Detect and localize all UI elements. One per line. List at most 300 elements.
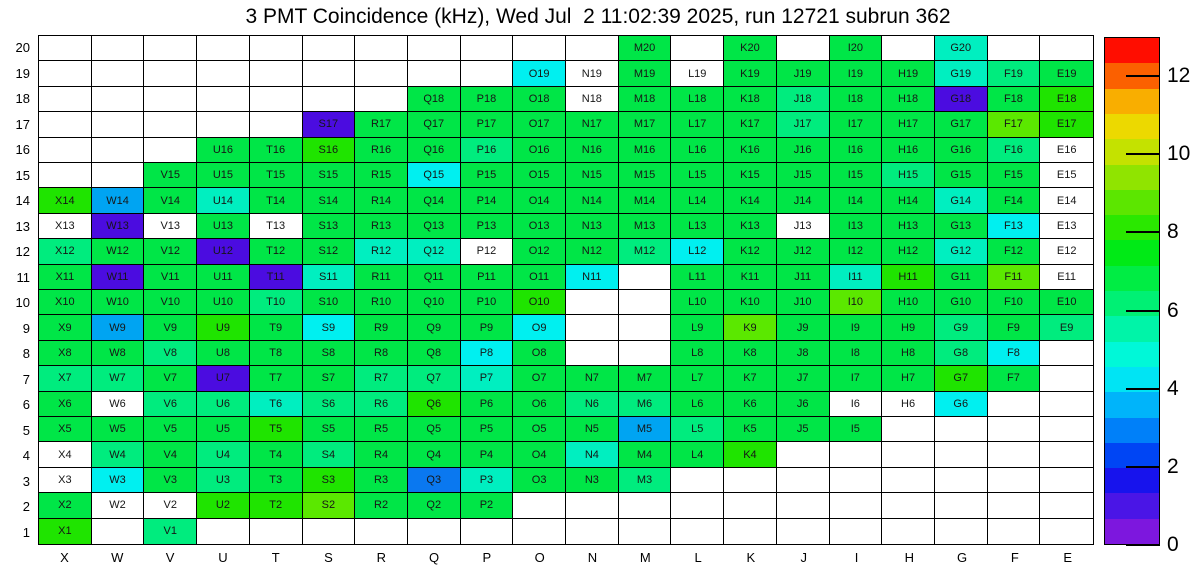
- cell-N4: N4: [566, 442, 619, 467]
- cell-K7: K7: [724, 366, 777, 391]
- x-axis-label-S: S: [324, 550, 333, 565]
- cell-U15: U15: [197, 163, 250, 188]
- cell-M18: M18: [619, 87, 672, 112]
- cell-X3: X3: [39, 468, 92, 493]
- x-axis-label-R: R: [376, 550, 386, 565]
- colorbar-tick-0: [1126, 544, 1160, 546]
- cell-V10: V10: [144, 290, 197, 315]
- cell-G2: [935, 493, 988, 518]
- cell-N13: N13: [566, 214, 619, 239]
- cell-L19: L19: [671, 61, 724, 86]
- cell-I18: I18: [830, 87, 883, 112]
- y-axis-label-12: 12: [15, 244, 30, 260]
- cell-P13: P13: [461, 214, 514, 239]
- cell-J5: J5: [777, 417, 830, 442]
- cell-K9: K9: [724, 315, 777, 340]
- x-axis-label-I: I: [854, 550, 859, 565]
- cell-J14: J14: [777, 188, 830, 213]
- cell-H13: H13: [882, 214, 935, 239]
- cell-V5: V5: [144, 417, 197, 442]
- cell-J9: J9: [777, 315, 830, 340]
- cell-E2: [1040, 493, 1093, 518]
- cell-V2: V2: [144, 493, 197, 518]
- cell-I20: I20: [830, 36, 883, 61]
- cell-E1: [1040, 519, 1093, 544]
- cell-K19: K19: [724, 61, 777, 86]
- cell-G9: G9: [935, 315, 988, 340]
- cell-J2: [777, 493, 830, 518]
- cell-F9: F9: [988, 315, 1041, 340]
- colorbar-band-2: [1105, 468, 1159, 493]
- cell-X18: [39, 87, 92, 112]
- cell-X2: X2: [39, 493, 92, 518]
- cell-X14: X14: [39, 188, 92, 213]
- y-axis-label-15: 15: [15, 167, 30, 183]
- cell-U9: U9: [197, 315, 250, 340]
- colorbar-band-12: [1105, 215, 1159, 240]
- y-axis-label-17: 17: [15, 116, 30, 132]
- cell-T17: [250, 112, 303, 137]
- x-axis-label-F: F: [1010, 550, 1019, 565]
- colorbar-band-15: [1105, 139, 1159, 164]
- cell-L17: L17: [671, 112, 724, 137]
- cell-N17: N17: [566, 112, 619, 137]
- cell-W3: W3: [92, 468, 145, 493]
- x-axis-label-L: L: [694, 550, 702, 565]
- cell-O10: O10: [513, 290, 566, 315]
- cell-L5: L5: [671, 417, 724, 442]
- x-axis-label-P: P: [482, 550, 492, 565]
- cell-R17: R17: [355, 112, 408, 137]
- cell-O5: O5: [513, 417, 566, 442]
- cell-H11: H11: [882, 265, 935, 290]
- cell-K1: [724, 519, 777, 544]
- cell-S7: S7: [303, 366, 356, 391]
- cell-T11: T11: [250, 265, 303, 290]
- cell-W5: W5: [92, 417, 145, 442]
- cell-E5: [1040, 417, 1093, 442]
- cell-I17: I17: [830, 112, 883, 137]
- y-axis-label-8: 8: [22, 346, 30, 362]
- cell-Q15: Q15: [408, 163, 461, 188]
- cell-X16: [39, 138, 92, 163]
- cell-N19: N19: [566, 61, 619, 86]
- cell-P12: P12: [461, 239, 514, 264]
- colorbar-band-16: [1105, 114, 1159, 139]
- cell-R3: R3: [355, 468, 408, 493]
- cell-P16: P16: [461, 138, 514, 163]
- cell-M11: [619, 265, 672, 290]
- cell-F7: F7: [988, 366, 1041, 391]
- cell-U4: U4: [197, 442, 250, 467]
- cell-U2: U2: [197, 493, 250, 518]
- cell-L18: L18: [671, 87, 724, 112]
- cell-S18: [303, 87, 356, 112]
- cell-G6: G6: [935, 392, 988, 417]
- cell-N20: [566, 36, 619, 61]
- cell-X6: X6: [39, 392, 92, 417]
- cell-L16: L16: [671, 138, 724, 163]
- cell-K15: K15: [724, 163, 777, 188]
- cell-J4: [777, 442, 830, 467]
- cell-L2: [671, 493, 724, 518]
- cell-P5: P5: [461, 417, 514, 442]
- cell-F12: F12: [988, 239, 1041, 264]
- cell-U1: [197, 519, 250, 544]
- colorbar-tick-10: [1126, 153, 1160, 155]
- cell-S20: [303, 36, 356, 61]
- cell-Q18: Q18: [408, 87, 461, 112]
- cell-R7: R7: [355, 366, 408, 391]
- cell-R9: R9: [355, 315, 408, 340]
- colorbar-tick-4: [1126, 388, 1160, 390]
- cell-T7: T7: [250, 366, 303, 391]
- cell-N8: [566, 341, 619, 366]
- cell-O7: O7: [513, 366, 566, 391]
- cell-S4: S4: [303, 442, 356, 467]
- cell-N9: [566, 315, 619, 340]
- cell-U6: U6: [197, 392, 250, 417]
- cell-G15: G15: [935, 163, 988, 188]
- cell-O15: O15: [513, 163, 566, 188]
- cell-R10: R10: [355, 290, 408, 315]
- y-axis-label-7: 7: [22, 371, 30, 387]
- cell-J1: [777, 519, 830, 544]
- cell-T8: T8: [250, 341, 303, 366]
- x-axis-label-J: J: [800, 550, 807, 565]
- cell-N14: N14: [566, 188, 619, 213]
- cell-R11: R11: [355, 265, 408, 290]
- cell-N11: N11: [566, 265, 619, 290]
- cell-V1: V1: [144, 519, 197, 544]
- cell-J17: J17: [777, 112, 830, 137]
- cell-G18: G18: [935, 87, 988, 112]
- cell-F19: F19: [988, 61, 1041, 86]
- cell-T15: T15: [250, 163, 303, 188]
- cell-U17: [197, 112, 250, 137]
- cell-M16: M16: [619, 138, 672, 163]
- cell-S13: S13: [303, 214, 356, 239]
- cell-Q5: Q5: [408, 417, 461, 442]
- cell-W10: W10: [92, 290, 145, 315]
- colorbar-tick-label-10: 10: [1167, 142, 1191, 166]
- cell-Q8: Q8: [408, 341, 461, 366]
- cell-M1: [619, 519, 672, 544]
- cell-H9: H9: [882, 315, 935, 340]
- cell-X5: X5: [39, 417, 92, 442]
- y-axis-label-4: 4: [22, 448, 30, 464]
- cell-P10: P10: [461, 290, 514, 315]
- cell-O19: O19: [513, 61, 566, 86]
- cell-J3: [777, 468, 830, 493]
- cell-F15: F15: [988, 163, 1041, 188]
- cell-F14: F14: [988, 188, 1041, 213]
- cell-L8: L8: [671, 341, 724, 366]
- cell-E20: [1040, 36, 1093, 61]
- cell-K8: K8: [724, 341, 777, 366]
- cell-X11: X11: [39, 265, 92, 290]
- cell-N18: N18: [566, 87, 619, 112]
- cell-H7: H7: [882, 366, 935, 391]
- heatmap-grid: [38, 35, 1094, 545]
- cell-N10: [566, 290, 619, 315]
- cell-O1: [513, 519, 566, 544]
- cell-I10: I10: [830, 290, 883, 315]
- cell-P14: P14: [461, 188, 514, 213]
- colorbar-tick-label-6: 6: [1167, 298, 1179, 322]
- cell-G16: G16: [935, 138, 988, 163]
- cell-X15: [39, 163, 92, 188]
- cell-L6: L6: [671, 392, 724, 417]
- cell-X7: X7: [39, 366, 92, 391]
- cell-K14: K14: [724, 188, 777, 213]
- cell-X1: X1: [39, 519, 92, 544]
- x-axis-label-M: M: [639, 550, 651, 565]
- cell-V7: V7: [144, 366, 197, 391]
- cell-N15: N15: [566, 163, 619, 188]
- cell-Q11: Q11: [408, 265, 461, 290]
- cell-L9: L9: [671, 315, 724, 340]
- cell-H19: H19: [882, 61, 935, 86]
- cell-E6: [1040, 392, 1093, 417]
- cell-T18: [250, 87, 303, 112]
- cell-R15: R15: [355, 163, 408, 188]
- cell-Q17: Q17: [408, 112, 461, 137]
- cell-V8: V8: [144, 341, 197, 366]
- cell-K12: K12: [724, 239, 777, 264]
- cell-K6: K6: [724, 392, 777, 417]
- cell-E13: E13: [1040, 214, 1093, 239]
- cell-M6: M6: [619, 392, 672, 417]
- cell-P8: P8: [461, 341, 514, 366]
- x-axis-label-E: E: [1063, 550, 1073, 565]
- cell-P7: P7: [461, 366, 514, 391]
- cell-R12: R12: [355, 239, 408, 264]
- cell-U20: [197, 36, 250, 61]
- cell-W19: [92, 61, 145, 86]
- cell-S2: S2: [303, 493, 356, 518]
- cell-S17: S17: [303, 112, 356, 137]
- cell-F2: [988, 493, 1041, 518]
- cell-R20: [355, 36, 408, 61]
- cell-F17: F17: [988, 112, 1041, 137]
- cell-H5: [882, 417, 935, 442]
- cell-N12: N12: [566, 239, 619, 264]
- cell-U19: [197, 61, 250, 86]
- cell-M13: M13: [619, 214, 672, 239]
- cell-O6: O6: [513, 392, 566, 417]
- cell-V6: V6: [144, 392, 197, 417]
- cell-V18: [144, 87, 197, 112]
- cell-J20: [777, 36, 830, 61]
- cell-Q4: Q4: [408, 442, 461, 467]
- cell-W13: W13: [92, 214, 145, 239]
- cell-K20: K20: [724, 36, 777, 61]
- cell-T12: T12: [250, 239, 303, 264]
- cell-Q7: Q7: [408, 366, 461, 391]
- cell-U18: [197, 87, 250, 112]
- cell-Q3: Q3: [408, 468, 461, 493]
- cell-T3: T3: [250, 468, 303, 493]
- cell-T9: T9: [250, 315, 303, 340]
- cell-E10: E10: [1040, 290, 1093, 315]
- x-axis-label-K: K: [746, 550, 756, 565]
- cell-L1: [671, 519, 724, 544]
- cell-H12: H12: [882, 239, 935, 264]
- cell-E8: [1040, 341, 1093, 366]
- cell-Q9: Q9: [408, 315, 461, 340]
- cell-T4: T4: [250, 442, 303, 467]
- cell-J8: J8: [777, 341, 830, 366]
- cell-P11: P11: [461, 265, 514, 290]
- cell-E9: E9: [1040, 315, 1093, 340]
- cell-V16: [144, 138, 197, 163]
- cell-M3: M3: [619, 468, 672, 493]
- colorbar-tick-label-0: 0: [1167, 533, 1179, 556]
- cell-Q6: Q6: [408, 392, 461, 417]
- cell-O11: O11: [513, 265, 566, 290]
- cell-V20: [144, 36, 197, 61]
- colorbar-band-9: [1105, 291, 1159, 316]
- cell-V11: V11: [144, 265, 197, 290]
- cell-J12: J12: [777, 239, 830, 264]
- y-axis-label-18: 18: [15, 91, 30, 107]
- cell-I12: I12: [830, 239, 883, 264]
- cell-O8: O8: [513, 341, 566, 366]
- cell-T2: T2: [250, 493, 303, 518]
- cell-S9: S9: [303, 315, 356, 340]
- cell-K4: K4: [724, 442, 777, 467]
- cell-H17: H17: [882, 112, 935, 137]
- cell-K13: K13: [724, 214, 777, 239]
- cell-W16: [92, 138, 145, 163]
- cell-L4: L4: [671, 442, 724, 467]
- cell-U12: U12: [197, 239, 250, 264]
- cell-I9: I9: [830, 315, 883, 340]
- cell-H18: H18: [882, 87, 935, 112]
- cell-E18: E18: [1040, 87, 1093, 112]
- cell-I6: I6: [830, 392, 883, 417]
- cell-V15: V15: [144, 163, 197, 188]
- cell-U11: U11: [197, 265, 250, 290]
- cell-J11: J11: [777, 265, 830, 290]
- cell-R2: R2: [355, 493, 408, 518]
- cell-F4: [988, 442, 1041, 467]
- cell-E3: [1040, 468, 1093, 493]
- cell-F8: F8: [988, 341, 1041, 366]
- cell-K16: K16: [724, 138, 777, 163]
- cell-I8: I8: [830, 341, 883, 366]
- colorbar-band-19: [1105, 38, 1159, 63]
- cell-P6: P6: [461, 392, 514, 417]
- cell-L13: L13: [671, 214, 724, 239]
- cell-V13: V13: [144, 214, 197, 239]
- cell-P18: P18: [461, 87, 514, 112]
- cell-E11: E11: [1040, 265, 1093, 290]
- colorbar-band-0: [1105, 519, 1159, 544]
- cell-M15: M15: [619, 163, 672, 188]
- y-axis-label-10: 10: [15, 295, 30, 311]
- cell-W18: [92, 87, 145, 112]
- cell-L7: L7: [671, 366, 724, 391]
- cell-F13: F13: [988, 214, 1041, 239]
- cell-X19: [39, 61, 92, 86]
- cell-H3: [882, 468, 935, 493]
- cell-T6: T6: [250, 392, 303, 417]
- cell-T16: T16: [250, 138, 303, 163]
- cell-J10: J10: [777, 290, 830, 315]
- cell-T13: T13: [250, 214, 303, 239]
- cell-P19: [461, 61, 514, 86]
- cell-H1: [882, 519, 935, 544]
- cell-J19: J19: [777, 61, 830, 86]
- cell-L14: L14: [671, 188, 724, 213]
- y-axis-label-14: 14: [15, 193, 30, 209]
- cell-K5: K5: [724, 417, 777, 442]
- cell-Q16: Q16: [408, 138, 461, 163]
- cell-P17: P17: [461, 112, 514, 137]
- cell-U10: U10: [197, 290, 250, 315]
- cell-M10: [619, 290, 672, 315]
- cell-L12: L12: [671, 239, 724, 264]
- cell-F10: F10: [988, 290, 1041, 315]
- cell-H14: H14: [882, 188, 935, 213]
- cell-L15: L15: [671, 163, 724, 188]
- cell-F18: F18: [988, 87, 1041, 112]
- cell-X13: X13: [39, 214, 92, 239]
- cell-G10: G10: [935, 290, 988, 315]
- cell-P1: [461, 519, 514, 544]
- colorbar-band-10: [1105, 266, 1159, 291]
- cell-V4: V4: [144, 442, 197, 467]
- cell-I5: I5: [830, 417, 883, 442]
- colorbar-tick-12: [1126, 75, 1160, 77]
- y-axis-label-20: 20: [15, 40, 30, 56]
- cell-S5: S5: [303, 417, 356, 442]
- cell-J15: J15: [777, 163, 830, 188]
- cell-W12: W12: [92, 239, 145, 264]
- cell-X12: X12: [39, 239, 92, 264]
- cell-F1: [988, 519, 1041, 544]
- cell-O17: O17: [513, 112, 566, 137]
- cell-R8: R8: [355, 341, 408, 366]
- y-axis-label-13: 13: [15, 218, 30, 234]
- cell-N7: N7: [566, 366, 619, 391]
- cell-E14: E14: [1040, 188, 1093, 213]
- y-axis-label-3: 3: [22, 473, 30, 489]
- cell-E17: E17: [1040, 112, 1093, 137]
- cell-G19: G19: [935, 61, 988, 86]
- cell-I3: [830, 468, 883, 493]
- cell-F16: F16: [988, 138, 1041, 163]
- cell-R4: R4: [355, 442, 408, 467]
- cell-G14: G14: [935, 188, 988, 213]
- cell-U3: U3: [197, 468, 250, 493]
- cell-T20: [250, 36, 303, 61]
- cell-H4: [882, 442, 935, 467]
- cell-K18: K18: [724, 87, 777, 112]
- cell-S15: S15: [303, 163, 356, 188]
- y-axis-label-19: 19: [15, 65, 30, 81]
- cell-I16: I16: [830, 138, 883, 163]
- cell-O12: O12: [513, 239, 566, 264]
- cell-N5: N5: [566, 417, 619, 442]
- cell-G8: G8: [935, 341, 988, 366]
- cell-I19: I19: [830, 61, 883, 86]
- cell-Q19: [408, 61, 461, 86]
- cell-V9: V9: [144, 315, 197, 340]
- cell-N6: N6: [566, 392, 619, 417]
